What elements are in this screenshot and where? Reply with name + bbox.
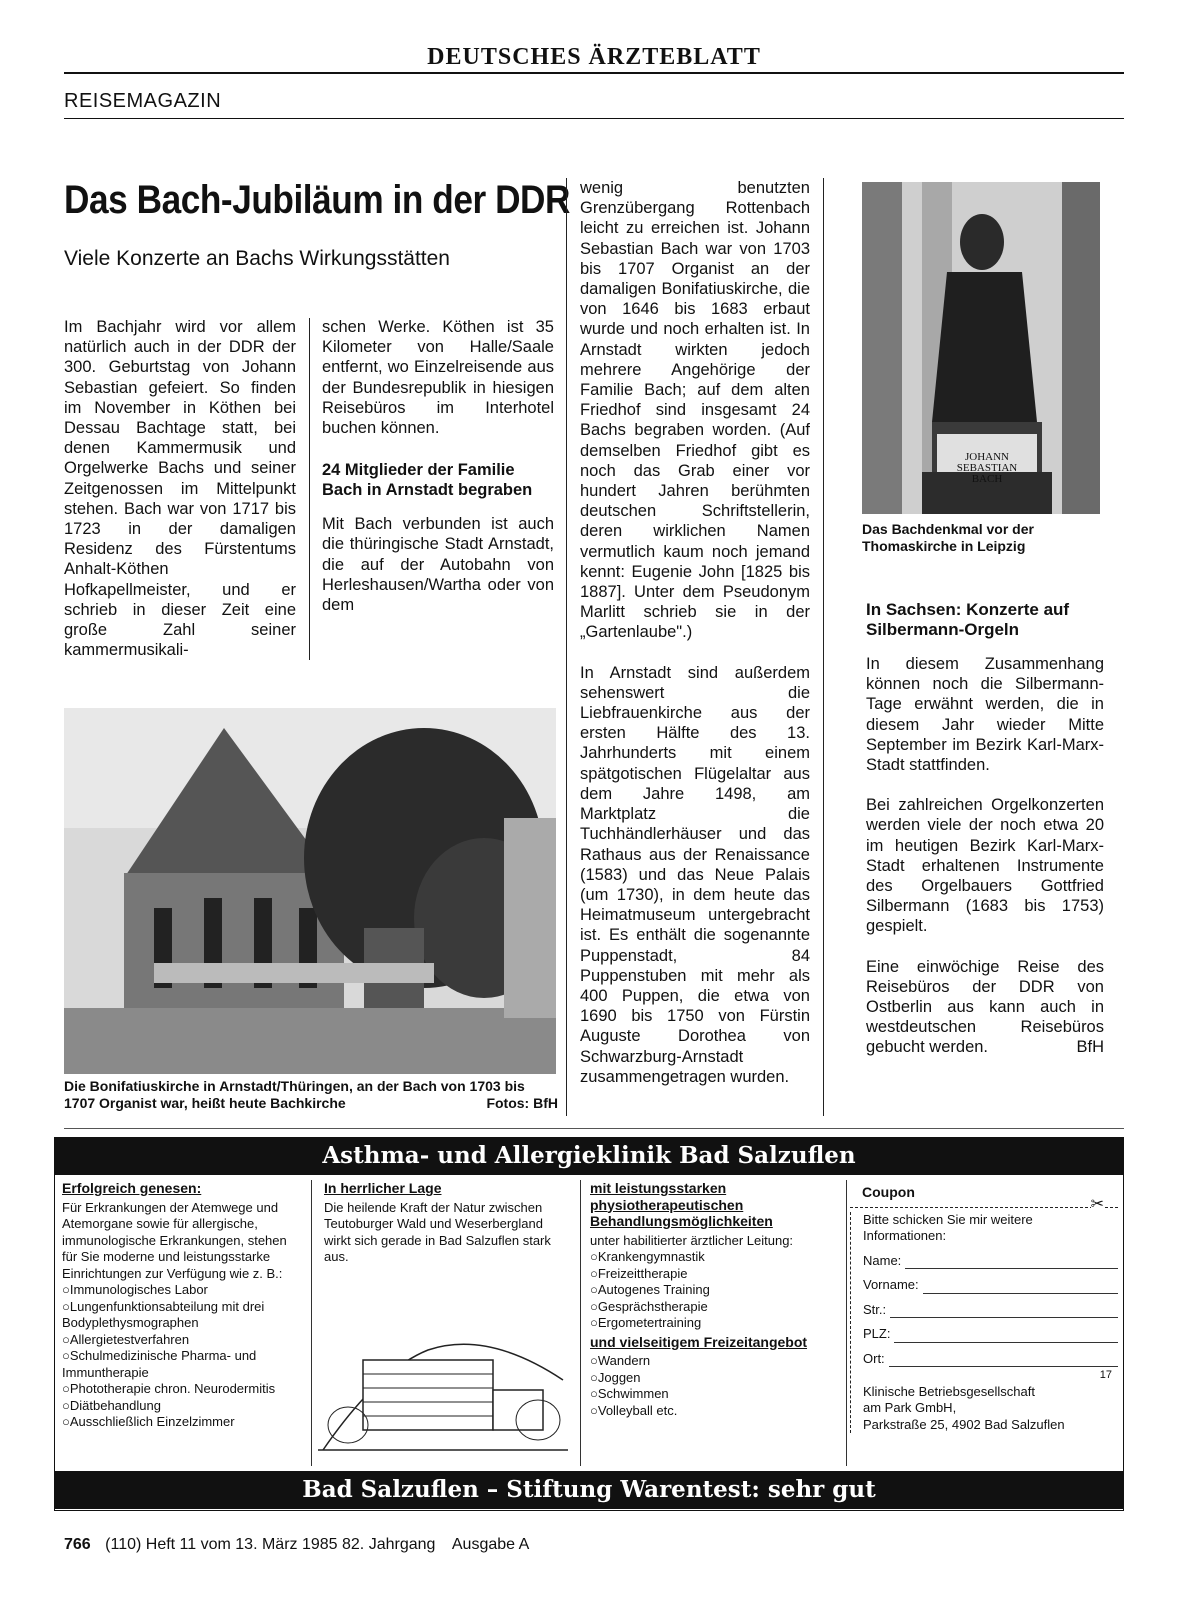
list-item: ○ Schulmedizinische Pharma- und Immuntherapie: [62, 1348, 302, 1381]
field-label: Ort:: [863, 1350, 885, 1366]
church-photo: [64, 708, 556, 1074]
paragraph: [866, 957, 1104, 1058]
clinic-building-drawing: [318, 1310, 568, 1462]
list-item: ○ Phototherapie chron. Neurodermitis: [62, 1381, 302, 1398]
article-column-4: [866, 600, 1104, 1070]
list-item: ○ Autogenes Training: [590, 1282, 830, 1299]
list-item: ○ Immunologisches Labor: [62, 1282, 302, 1299]
page-footer: [64, 1536, 529, 1554]
ad-column-1: [62, 1180, 302, 1431]
list-item: ○ Wandern: [590, 1353, 830, 1370]
ad-heading: und vielseitigem Freizeitangebot: [590, 1333, 808, 1350]
statue-photo: [862, 182, 1100, 514]
list-item: ○ Allergietestverfahren: [62, 1332, 302, 1349]
photo-caption: Die Bonifatiuskirche in Arnstadt/Thüringen, an der Bach von 1703 bis 1707 Organist war, heißt heute Bachkirche: [64, 1078, 525, 1111]
field-label: PLZ:: [863, 1326, 891, 1341]
ad-divider: [580, 1180, 581, 1466]
article-column-1: [64, 317, 296, 672]
coupon-name-field[interactable]: [863, 1253, 1118, 1270]
coupon-zip-field[interactable]: [863, 1326, 1118, 1343]
paragraph: Bei zahlreichen Orgelkonzerten werden viele der noch etwa 20 im heutigen Bezirk Karl-Marx-Stadt erhaltenen Instrumente des Orgelbauers Gottfried Silbermann (1683 bis 1753) gespielt.: [866, 796, 1104, 936]
author-initials: BfH: [1076, 1038, 1104, 1057]
list-item: ○ Volleyball etc.: [590, 1403, 830, 1420]
ad-divider: [846, 1180, 847, 1466]
paragraph: Im Bachjahr wird vor allem natürlich auch in der DDR der 300. Geburtstag von Johann Sebastian gefeiert. So finden im November in Köthen bei Dessau Bachtage statt, bei denen Kammermusik und Orgelwerke Bachs und seiner Zeitgenossen im Mittelpunkt stehen. Bach war von 1717 bis 1723 in der damaligen Residenz des Fürstentums Anhalt-Köthen Hofkapellmeister, und er schrieb in dieser Zeit eine große Zahl seiner kammermusikali-: [64, 318, 296, 660]
ad-text: Die heilende Kraft der Natur zwischen Teutoburger Wald und Weserbergland wirkt sich gerade in Bad Salzuflen stark aus.: [324, 1199, 551, 1264]
article-title: Das Bach-Jubiläum in der DDR: [64, 178, 571, 222]
field-line[interactable]: [923, 1281, 1118, 1294]
photo-caption-block: [64, 1078, 558, 1112]
field-line[interactable]: [905, 1256, 1118, 1269]
article-column-2: [322, 317, 554, 627]
coupon-city-field[interactable]: [863, 1351, 1118, 1368]
article-subtitle: Viele Konzerte an Bachs Wirkungsstätten: [64, 247, 450, 270]
coupon-address-line: Parkstraße 25, 4902 Bad Salzuflen: [863, 1416, 1065, 1432]
list-item: ○ Krankengymnastik: [590, 1249, 830, 1266]
list-item: ○ Ergometertraining: [590, 1315, 830, 1332]
edition-label: Ausgabe A: [451, 1536, 530, 1553]
column-divider: [309, 318, 310, 660]
coupon: [850, 1184, 1118, 1433]
field-label: Name:: [863, 1252, 902, 1268]
paragraph: In Arnstadt sind außerdem sehenswert die Liebfrauenkirche aus der ersten Hälfte des 13. Jahrhunderts mit einem spätgotischen Flügelaltar aus dem Jahre 1498, am Marktplatz die Tuchhändlerhäuser und das Rathaus aus der Renaissance (1583) und das Neue Palais (um 1730), in dem heute das Heimatmuseum untergebracht ist. Es enthält die sogenannte Puppenstadt, 84 Puppenstuben mit mehr als 400 Puppen, die etwa von 1690 bis 1750 von Fürstin Auguste Dorothea von Schwarzburg-Arnstadt zusammengetragen wurden.: [580, 663, 810, 1086]
section-heading: In Sachsen: Konzerte auf Silbermann-Orgeln: [866, 600, 1070, 639]
ad-separator: [64, 1128, 1124, 1129]
inscription-line: JOHANN: [965, 451, 1009, 463]
coupon-cut-line: [850, 1195, 1118, 1213]
list-item: ○ Ausschließlich Einzelzimmer: [62, 1414, 302, 1431]
feature-list: [62, 1282, 302, 1431]
list-item: ○ Joggen: [590, 1370, 830, 1387]
inscription-line: BACH: [971, 473, 1003, 485]
list-item: ○ Schwimmen: [590, 1386, 830, 1403]
field-line[interactable]: [889, 1354, 1118, 1367]
ad-heading: Erfolgreich genesen:: [62, 1180, 202, 1196]
ad-text: Für Erkrankungen der Atemwege und Atemorgane sowie für allergische, immunologische Erkrankungen, stehen für Sie moderne und leistungsstarke Einrichtungen zur Verfügung wie z. B.:: [62, 1199, 287, 1281]
coupon-address-line: Klinische Betriebsgesellschaft: [863, 1383, 1035, 1399]
coupon-title: Coupon: [862, 1184, 915, 1200]
section-label: REISEMAGAZIN: [64, 90, 222, 112]
masthead-rule: [64, 72, 1124, 74]
paragraph: In diesem Zusammenhang können noch die Silbermann-Tage erwähnt werden, die in diesem Jahr wieder Mitte September im Bezirk Karl-Marx-Stadt stattfinden.: [866, 655, 1104, 775]
statue-inscription: [939, 452, 1035, 485]
column-divider: [566, 178, 567, 1116]
paragraph-text: Eine einwöchige Reise des Reisebüros der DDR von Ostberlin aus kann auch in westdeutschen Reisebüros gebucht werden.: [866, 957, 1104, 1057]
section-heading: 24 Mitglieder der Familie Bach in Arnstadt begraben: [322, 461, 533, 500]
masthead: DEUTSCHES ÄRZTEBLATT: [427, 44, 761, 70]
ad-column-2: [324, 1180, 564, 1266]
coupon-firstname-field[interactable]: [863, 1277, 1118, 1294]
paragraph: Mit Bach verbunden ist auch die thüringische Stadt Arnstadt, die auf der Autobahn von Herleshausen/Wartha oder von dem: [322, 515, 554, 615]
ad-header: Asthma- und Allergieklinik Bad Salzuflen: [54, 1137, 1124, 1175]
coupon-body: [850, 1212, 1118, 1434]
statue-caption: Das Bachdenkmal vor der Thomaskirche in Leipzig: [862, 521, 1034, 554]
scissors-icon: ✂: [1090, 1195, 1104, 1213]
list-item: ○ Diätbehandlung: [62, 1398, 302, 1415]
page-number: 766: [64, 1536, 91, 1553]
ad-footer: Bad Salzuflen – Stiftung Warentest: sehr gut: [54, 1471, 1124, 1509]
treatment-list: [590, 1249, 830, 1332]
issue-info: (110) Heft 11 vom 13. März 1985 82. Jahrgang: [105, 1536, 436, 1553]
ad-divider: [311, 1180, 312, 1466]
section-rule: [64, 118, 1124, 119]
list-item: ○ Freizeittherapie: [590, 1266, 830, 1283]
inscription-line: SEBASTIAN: [956, 462, 1018, 474]
paragraph: wenig benutzten Grenzübergang Rottenbach leicht zu erreichen ist. Johann Sebastian Bach war von 1703 bis 1707 Organist an der damaligen Bonifatiuskirche, die von 1646 bis 1683 erbaut wurde und noch erhalten ist. In Arnstadt wirkten jedoch mehrere Angehörige der Familie Bach; auf dem alten Friedhof sind insgesamt 24 Bachs begraben worden. (Auf demselben Friedhof gibt es noch das Grab einer vor hundert Jahren berühmten deutschen Schriftstellerin, deren wirklichen Namen vermutlich kaum noch jemand kennt: Eugenie John [1825 bis 1887]. Unter dem Pseudonym Marlitt schrieb sie in der „Gartenlaube".): [580, 179, 810, 642]
field-line[interactable]: [890, 1305, 1118, 1318]
leisure-list: [590, 1353, 830, 1419]
coupon-text: Bitte schicken Sie mir weitere Informationen:: [863, 1211, 1033, 1243]
list-item: ○ Lungenfunktionsabteilung mit drei Bodyplethysmographen: [62, 1299, 302, 1332]
ad-column-3: [590, 1180, 830, 1419]
coupon-street-field[interactable]: [863, 1302, 1118, 1319]
field-line[interactable]: [894, 1330, 1118, 1343]
ad-heading: mit leistungsstarken physiotherapeutischen Behandlungsmöglichkeiten: [590, 1180, 773, 1229]
ad-heading: In herrlicher Lage: [324, 1180, 442, 1196]
field-label: Str.:: [863, 1301, 887, 1317]
field-label: Vorname:: [863, 1277, 919, 1292]
list-item: ○ Gesprächstherapie: [590, 1299, 830, 1316]
coupon-number: 17: [1099, 1369, 1112, 1381]
photo-credit: Fotos: BfH: [486, 1095, 558, 1111]
coupon-address-line: am Park GmbH,: [863, 1400, 957, 1415]
paragraph: schen Werke. Köthen ist 35 Kilometer von Halle/Saale entfernt, wo Einzelreisende aus der Bundesrepublik in hiesigen Reisebüros im Interhotel buchen können.: [322, 318, 554, 438]
article-column-3: [580, 178, 810, 1099]
ad-text: unter habilitierter ärztlicher Leitung:: [590, 1232, 794, 1248]
column-divider: [823, 178, 824, 1116]
clinic-building-illustration: [318, 1310, 568, 1462]
church-illustration: [64, 708, 556, 1074]
